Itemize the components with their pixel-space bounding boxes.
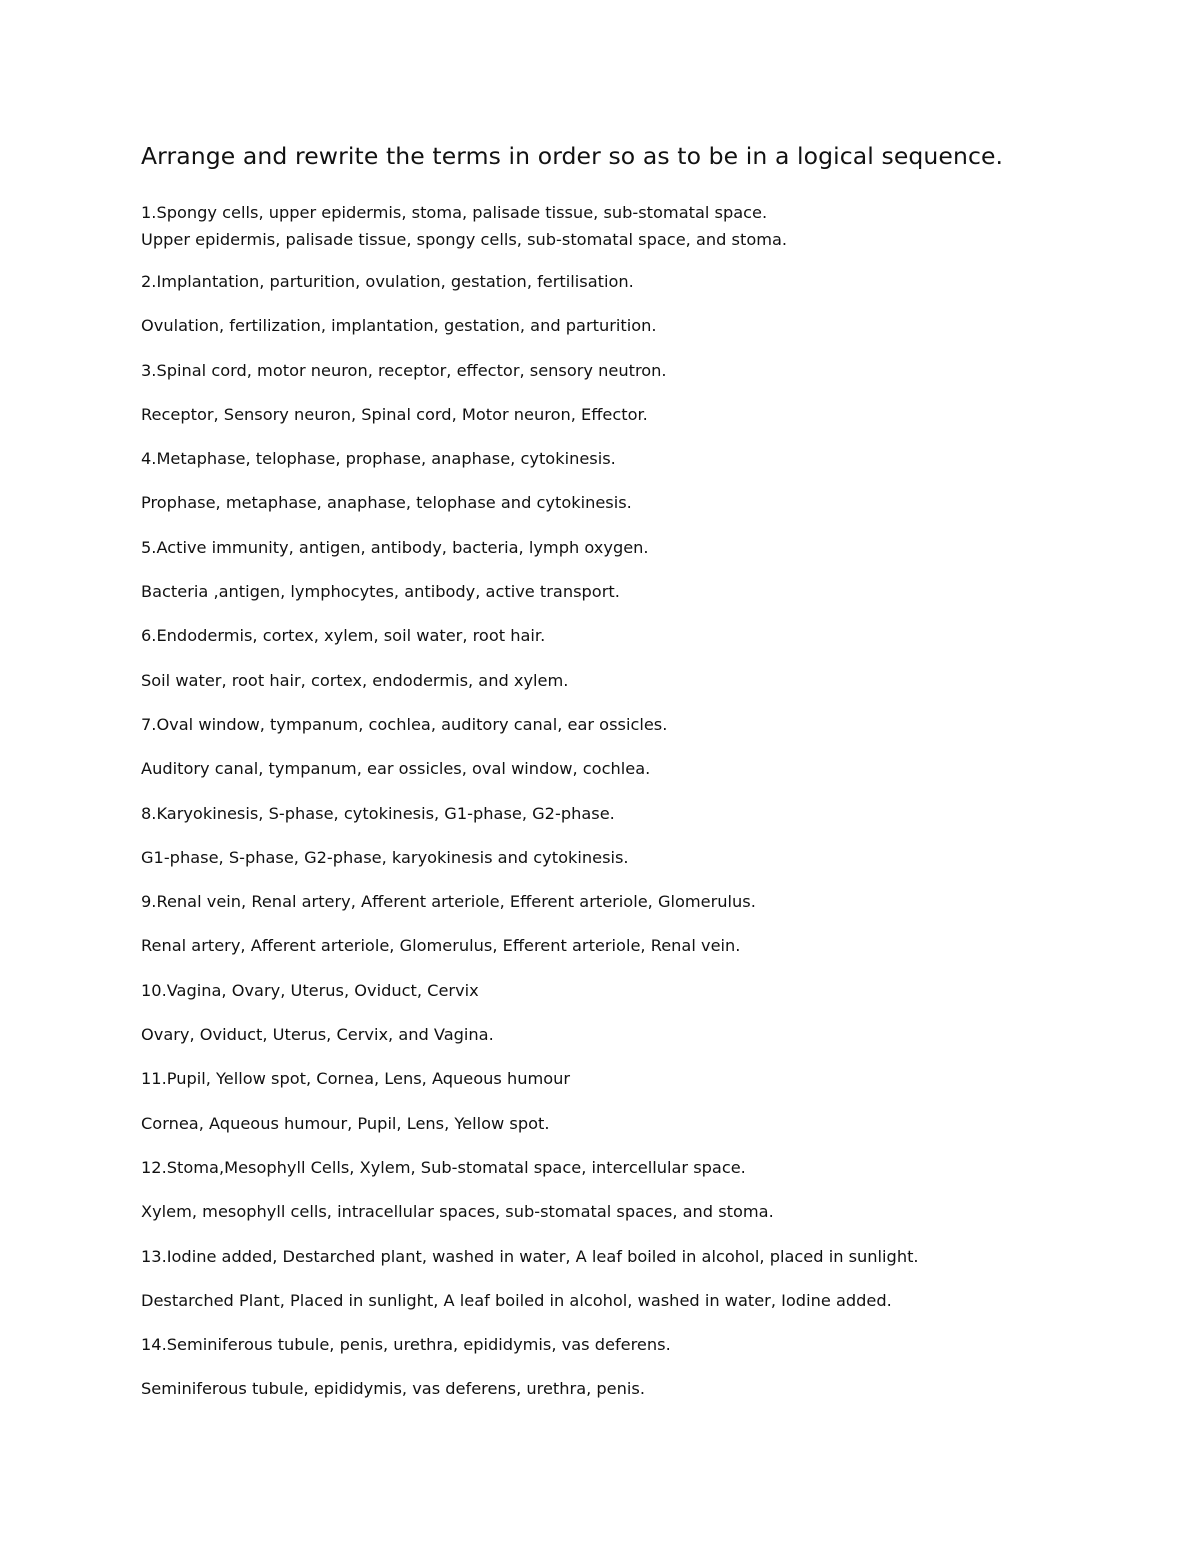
- answer-line: Cornea, Aqueous humour, Pupil, Lens, Yellow spot.: [141, 1113, 550, 1133]
- answer-line: Soil water, root hair, cortex, endodermis, and xylem.: [141, 670, 569, 690]
- question-line: 5.Active immunity, antigen, antibody, bacteria, lymph oxygen.: [141, 537, 649, 557]
- question-line: 10.Vagina, Ovary, Uterus, Oviduct, Cervix: [141, 980, 479, 1000]
- question-line: 6.Endodermis, cortex, xylem, soil water, root hair.: [141, 626, 546, 646]
- answer-line: G1-phase, S-phase, G2-phase, karyokinesis and cytokinesis.: [141, 847, 629, 867]
- answer-line: Auditory canal, tympanum, ear ossicles, oval window, cochlea.: [141, 759, 651, 779]
- question-line: 13.Iodine added, Destarched plant, washed in water, A leaf boiled in alcohol, placed in sunlight.: [141, 1246, 919, 1266]
- question-line: 9.Renal vein, Renal artery, Afferent arteriole, Efferent arteriole, Glomerulus.: [141, 892, 756, 912]
- answer-line: Destarched Plant, Placed in sunlight, A leaf boiled in alcohol, washed in water, Iodine added.: [141, 1290, 892, 1310]
- answer-line: Ovulation, fertilization, implantation, gestation, and parturition.: [141, 316, 657, 336]
- answer-line: Xylem, mesophyll cells, intracellular spaces, sub-stomatal spaces, and stoma.: [141, 1202, 774, 1222]
- answer-line: Upper epidermis, palisade tissue, spongy cells, sub-stomatal space, and stoma.: [141, 230, 788, 249]
- answer-line: Bacteria ,antigen, lymphocytes, antibody, active transport.: [141, 582, 620, 602]
- document-title: Arrange and rewrite the terms in order so as to be in a logical sequence.: [141, 142, 1004, 170]
- question-line: 14.Seminiferous tubule, penis, urethra, epididymis, vas deferens.: [141, 1335, 671, 1355]
- question-answer-list: [141, 268, 919, 1420]
- question-line: 11.Pupil, Yellow spot, Cornea, Lens, Aqueous humour: [141, 1069, 571, 1089]
- question-line: 7.Oval window, tympanum, cochlea, auditory canal, ear ossicles.: [141, 714, 668, 734]
- answer-line: Prophase, metaphase, anaphase, telophase and cytokinesis.: [141, 493, 632, 513]
- answer-line: Renal artery, Afferent arteriole, Glomerulus, Efferent arteriole, Renal vein.: [141, 936, 741, 956]
- answer-line: Ovary, Oviduct, Uterus, Cervix, and Vagina.: [141, 1025, 494, 1045]
- question-line: 3.Spinal cord, motor neuron, receptor, effector, sensory neutron.: [141, 360, 667, 380]
- question-line: 1.Spongy cells, upper epidermis, stoma, palisade tissue, sub-stomatal space.: [141, 203, 768, 222]
- question-line: 4.Metaphase, telophase, prophase, anaphase, cytokinesis.: [141, 449, 616, 469]
- question-line: 8.Karyokinesis, S-phase, cytokinesis, G1-phase, G2-phase.: [141, 803, 615, 823]
- first-question-block: [141, 199, 787, 253]
- answer-line: Receptor, Sensory neuron, Spinal cord, Motor neuron, Effector.: [141, 404, 648, 424]
- question-line: 2.Implantation, parturition, ovulation, gestation, fertilisation.: [141, 272, 634, 291]
- question-line: 12.Stoma,Mesophyll Cells, Xylem, Sub-stomatal space, intercellular space.: [141, 1157, 746, 1177]
- answer-line: Seminiferous tubule, epididymis, vas deferens, urethra, penis.: [141, 1379, 645, 1399]
